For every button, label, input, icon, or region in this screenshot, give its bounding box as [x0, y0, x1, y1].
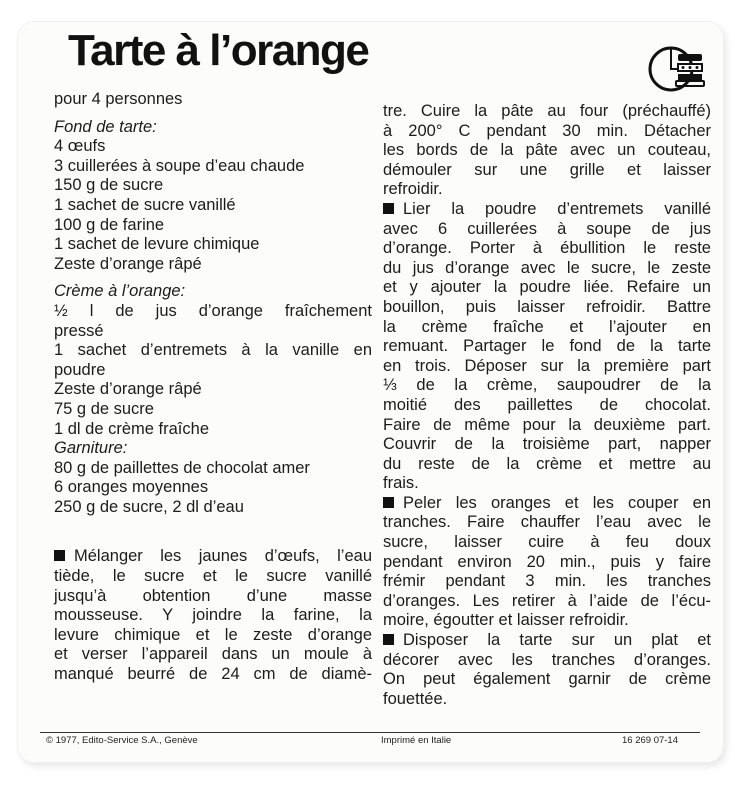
method-line: du reste de la crème et mettre au: [383, 454, 711, 473]
paragraph-marker: [383, 497, 394, 508]
method-line: Disposer la tarte sur un plat et: [383, 631, 711, 651]
method-line: les bords de la pâte avec un couteau,: [383, 141, 711, 160]
method-line: en trois. Déposer sur la première part: [383, 356, 711, 375]
method-line: tre. Cuire la pâte au four (préchauffé): [383, 102, 711, 120]
method-line: décorer avec les tranches d’oranges.: [383, 650, 711, 669]
method-line: démouler sur une grille et laisser: [383, 160, 711, 179]
ingredient: 1 dl de crème fraîche: [54, 419, 209, 438]
method-line: et y ajouter la poudre liée. Refaire un: [383, 278, 711, 297]
method-line: Mélanger les jaunes d’œufs, l’eau: [54, 547, 372, 567]
method-line: et verser l’appareil dans un moule à: [54, 645, 372, 664]
creme-heading: Crème à l’orange:: [54, 282, 186, 301]
method-line: pendant environ 20 min., puis y faire: [383, 552, 711, 571]
pie-category-icon: [646, 44, 706, 94]
method-line: moitié des paillettes de chocolat.: [383, 395, 711, 414]
footer-divider: [40, 732, 700, 733]
footer-code: 16 269 07-14: [622, 735, 678, 746]
method-line: du jus d’orange avec le sucre, le zeste: [383, 258, 711, 277]
method-line: frais.: [383, 474, 419, 493]
method-line: tranches. Faire chauffer l’eau avec le: [383, 513, 711, 532]
method-line: levure chimique et le zeste d’orange: [54, 625, 372, 644]
recipe-title: Tarte à l’orange: [68, 26, 369, 75]
method-line: sucre, laisser cuire à feu doux: [383, 533, 711, 552]
method-line: d’orange. Porter à ébullition le reste: [383, 239, 711, 258]
method-line: Couvrir de la troisième part, napper: [383, 435, 711, 454]
method-line: remuant. Partager le fond de la tarte: [383, 337, 711, 356]
paragraph-marker: [54, 550, 65, 561]
ingredient: poudre: [54, 360, 106, 379]
method-line: frémir pendant 3 min. les tranches: [383, 572, 711, 591]
method-line: manqué beurré de 24 cm de diamè-: [54, 665, 372, 684]
method-line: Faire de même pour la deuxième part.: [383, 415, 711, 434]
ingredient: 1 sachet d’entremets à la vanille en: [54, 341, 372, 360]
method-line: fouettée.: [383, 689, 448, 708]
method-line: ⅓ de la crème, saupoudrer de la: [383, 376, 711, 395]
ingredient: 6 oranges moyennes: [54, 478, 209, 497]
method-column: [383, 102, 711, 709]
ingredients-column: [54, 90, 372, 685]
ingredient: ½ l de jus d’orange fraîchement: [54, 301, 372, 320]
ingredient: Zeste d’orange râpé: [54, 254, 202, 273]
method-line: à 200° C pendant 30 min. Détacher: [383, 121, 711, 140]
servings: pour 4 personnes: [54, 90, 183, 108]
method-line: refroidir.: [383, 180, 443, 199]
method-line: jusqu’à obtention d’une masse: [54, 586, 372, 605]
method-line: tiède, le sucre et le sucre vanillé: [54, 567, 372, 586]
ingredient: 1 sachet de sucre vanillé: [54, 195, 236, 214]
ingredient: 150 g de sucre: [54, 176, 164, 195]
paragraph-marker: [383, 203, 394, 214]
footer-copyright: © 1977, Edito-Service S.A., Genève: [46, 735, 198, 746]
ingredient: Zeste d’orange râpé: [54, 380, 202, 399]
method-line: mousseuse. Y joindre la farine, la: [54, 606, 372, 625]
fond-heading: Fond de tarte:: [54, 117, 157, 136]
method-line: bouillon, puis laisser refroidir. Battre: [383, 297, 711, 316]
garniture-heading: Garniture:: [54, 439, 128, 458]
ingredient: 80 g de paillettes de chocolat amer: [54, 458, 310, 477]
ingredient: 1 sachet de levure chimique: [54, 235, 260, 254]
ingredient: pressé: [54, 321, 104, 340]
ingredient: 75 g de sucre: [54, 399, 154, 418]
ingredient: 250 g de sucre, 2 dl d’eau: [54, 497, 244, 516]
method-line: la crème fraîche et l’ajouter en: [383, 317, 711, 336]
method-line: Lier la poudre d’entremets vanillé: [383, 200, 711, 220]
footer-printed: Imprimé en Italie: [381, 735, 452, 746]
paragraph-marker: [383, 634, 394, 645]
method-line: d’oranges. Les retirer à l’aide de l’écu-: [383, 591, 711, 610]
method-line: moire, égoutter et laisser refroidir.: [383, 611, 629, 630]
method-line: Peler les oranges et les couper en: [383, 494, 711, 514]
ingredient: 100 g de farine: [54, 215, 165, 234]
method-line: On peut également garnir de crème: [383, 670, 711, 689]
method-line: avec 6 cuillerées à soupe de jus: [383, 219, 711, 238]
ingredient: 3 cuillerées à soupe d’eau chaude: [54, 156, 305, 175]
ingredient: 4 œufs: [54, 137, 106, 156]
